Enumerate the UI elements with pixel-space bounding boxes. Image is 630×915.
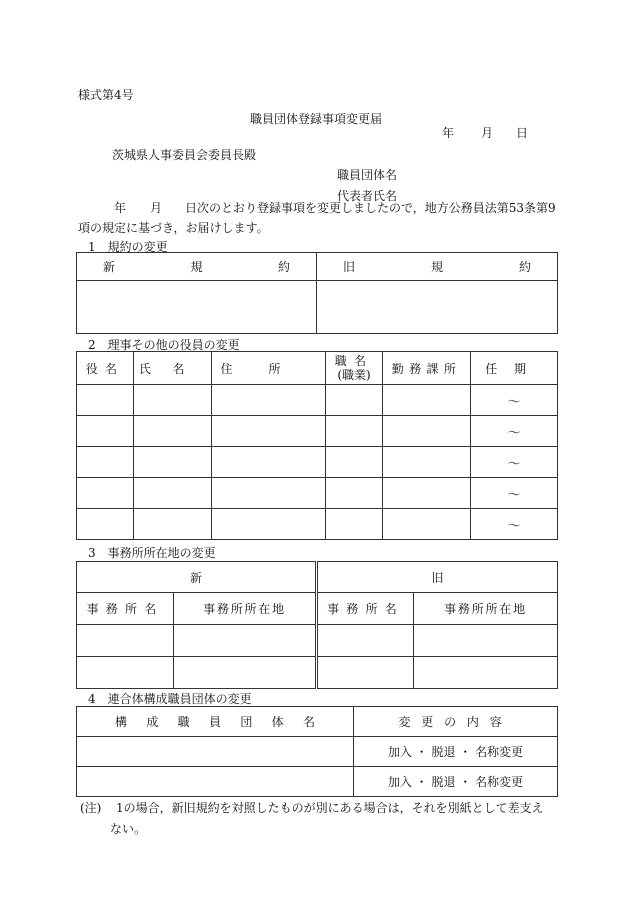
new-office-location-header (174, 593, 317, 625)
table-row (77, 737, 558, 767)
old-office-name-header (317, 593, 414, 625)
old-rules-header (317, 253, 558, 281)
officer-name-cell (134, 416, 212, 447)
member-org-cell (77, 737, 354, 767)
header-name-text: 氏名 (138, 361, 207, 376)
officer-name-cell (134, 385, 212, 416)
date-day: 日 (516, 126, 529, 140)
office-cell (414, 625, 558, 657)
officer-title-cell (326, 416, 383, 447)
office-cell (77, 657, 174, 689)
old-office-location-header (414, 593, 558, 625)
table-row (77, 385, 558, 416)
table-row (77, 657, 558, 689)
header-role-text: 役名 (85, 361, 125, 376)
note-line1: 1の場合，新旧規約を対照したものが別にある場合は，それを別紙として差支え (116, 801, 544, 815)
section2-heading: 2 理事その他の役員の変更 (88, 338, 240, 352)
addressee: 茨城県人事委員会委員長殿 (112, 148, 257, 162)
change-options-text: 加入 ・ 脱退 ・ 名称変更 (387, 745, 524, 759)
new-office-name-text: 事務所名 (86, 602, 164, 616)
table-row (77, 447, 558, 478)
rules-change-table (76, 252, 558, 334)
officer-workplace-cell (383, 509, 471, 540)
header-title-line2: (職業) (337, 368, 371, 382)
term-separator: ～ (507, 518, 521, 534)
officer-term-cell (471, 385, 558, 416)
new-rules-cell (77, 281, 317, 334)
officer-title-cell (326, 447, 383, 478)
officer-name-cell (134, 447, 212, 478)
body-month: 月 (150, 201, 163, 215)
change-options-cell (354, 737, 558, 767)
table-row (77, 509, 558, 540)
officer-workplace-cell (383, 385, 471, 416)
officer-role-cell (77, 447, 134, 478)
office-cell (174, 657, 317, 689)
officers-table (76, 351, 558, 540)
header-title (326, 352, 383, 385)
header-workplace-text: 勤務課所 (391, 361, 462, 376)
officer-name-cell (134, 509, 212, 540)
header-role (77, 352, 134, 385)
officer-address-cell (212, 416, 326, 447)
header-term (471, 352, 558, 385)
table-row (77, 478, 558, 509)
term-separator: ～ (507, 487, 521, 503)
header-workplace (383, 352, 471, 385)
section4-heading: 4 連合体構成職員団体の変更 (88, 692, 252, 706)
officer-workplace-cell (383, 447, 471, 478)
header-title-line1: 職名 (334, 354, 374, 368)
officer-role-cell (77, 478, 134, 509)
officer-term-cell (471, 416, 558, 447)
date-year: 年 (442, 126, 455, 140)
office-cell (317, 625, 414, 657)
date-month: 月 (481, 126, 494, 140)
document-title: 職員団体登録事項変更届 (250, 112, 383, 126)
officer-title-cell (326, 385, 383, 416)
officer-address-cell (212, 478, 326, 509)
old-rules-header-text: 旧 規 約 (343, 260, 531, 274)
office-cell (77, 625, 174, 657)
header-term-text: 任期 (485, 361, 543, 376)
term-separator: ～ (507, 425, 521, 441)
new-rules-header (77, 253, 317, 281)
change-content-header (354, 707, 558, 737)
section1-heading: 1 規約の変更 (88, 240, 168, 254)
officer-title-cell (326, 509, 383, 540)
section3-heading: 3 事務所所在地の変更 (88, 546, 216, 560)
officer-role-cell (77, 385, 134, 416)
table-row (77, 416, 558, 447)
term-separator: ～ (507, 456, 521, 472)
body-line1: 日次のとおり登録事項を変更しましたので，地方公務員法第53条第9 (185, 201, 556, 215)
officer-address-cell (212, 509, 326, 540)
officer-term-cell (471, 478, 558, 509)
federation-members-table (76, 706, 558, 797)
new-office-location-text: 事務所所在地 (203, 602, 286, 616)
new-office-name-header (77, 593, 174, 625)
officer-title-cell (326, 478, 383, 509)
header-address (212, 352, 326, 385)
term-separator: ～ (507, 394, 521, 410)
office-location-table (76, 561, 558, 689)
note-line2: ない。 (110, 822, 147, 836)
member-org-cell (77, 767, 354, 797)
office-cell (414, 657, 558, 689)
change-options-text: 加入 ・ 脱退 ・ 名称変更 (387, 775, 524, 789)
member-org-header (77, 707, 354, 737)
new-rules-header-text: 新 規 約 (103, 260, 290, 274)
org-name-label: 職員団体名 (337, 168, 398, 182)
note-label: (注) (80, 801, 102, 815)
body-line2: 項の規定に基づき，お届けします。 (78, 221, 269, 235)
office-cell (317, 657, 414, 689)
old-rules-cell (317, 281, 558, 334)
member-org-header-text: 構 成 職 員 団 体 名 (115, 715, 315, 729)
change-options-cell (354, 767, 558, 797)
office-new-header: 新 (77, 562, 317, 593)
officer-workplace-cell (383, 478, 471, 509)
officer-address-cell (212, 447, 326, 478)
officer-workplace-cell (383, 416, 471, 447)
officer-address-cell (212, 385, 326, 416)
table-row (77, 625, 558, 657)
change-content-header-text: 変更の内容 (398, 715, 513, 729)
officer-name-cell (134, 478, 212, 509)
office-old-header: 旧 (317, 562, 558, 593)
officer-role-cell (77, 509, 134, 540)
officer-term-cell (471, 509, 558, 540)
office-cell (174, 625, 317, 657)
rep-name-label: 代表者氏名 (337, 189, 398, 203)
old-office-name-text: 事務所名 (327, 602, 404, 616)
header-name (134, 352, 212, 385)
body-year: 年 (114, 201, 127, 215)
table-row (77, 767, 558, 797)
old-office-location-text: 事務所所在地 (444, 602, 527, 616)
form-number: 様式第4号 (78, 88, 134, 102)
header-address-text: 住所 (220, 361, 317, 376)
officer-role-cell (77, 416, 134, 447)
officer-term-cell (471, 447, 558, 478)
